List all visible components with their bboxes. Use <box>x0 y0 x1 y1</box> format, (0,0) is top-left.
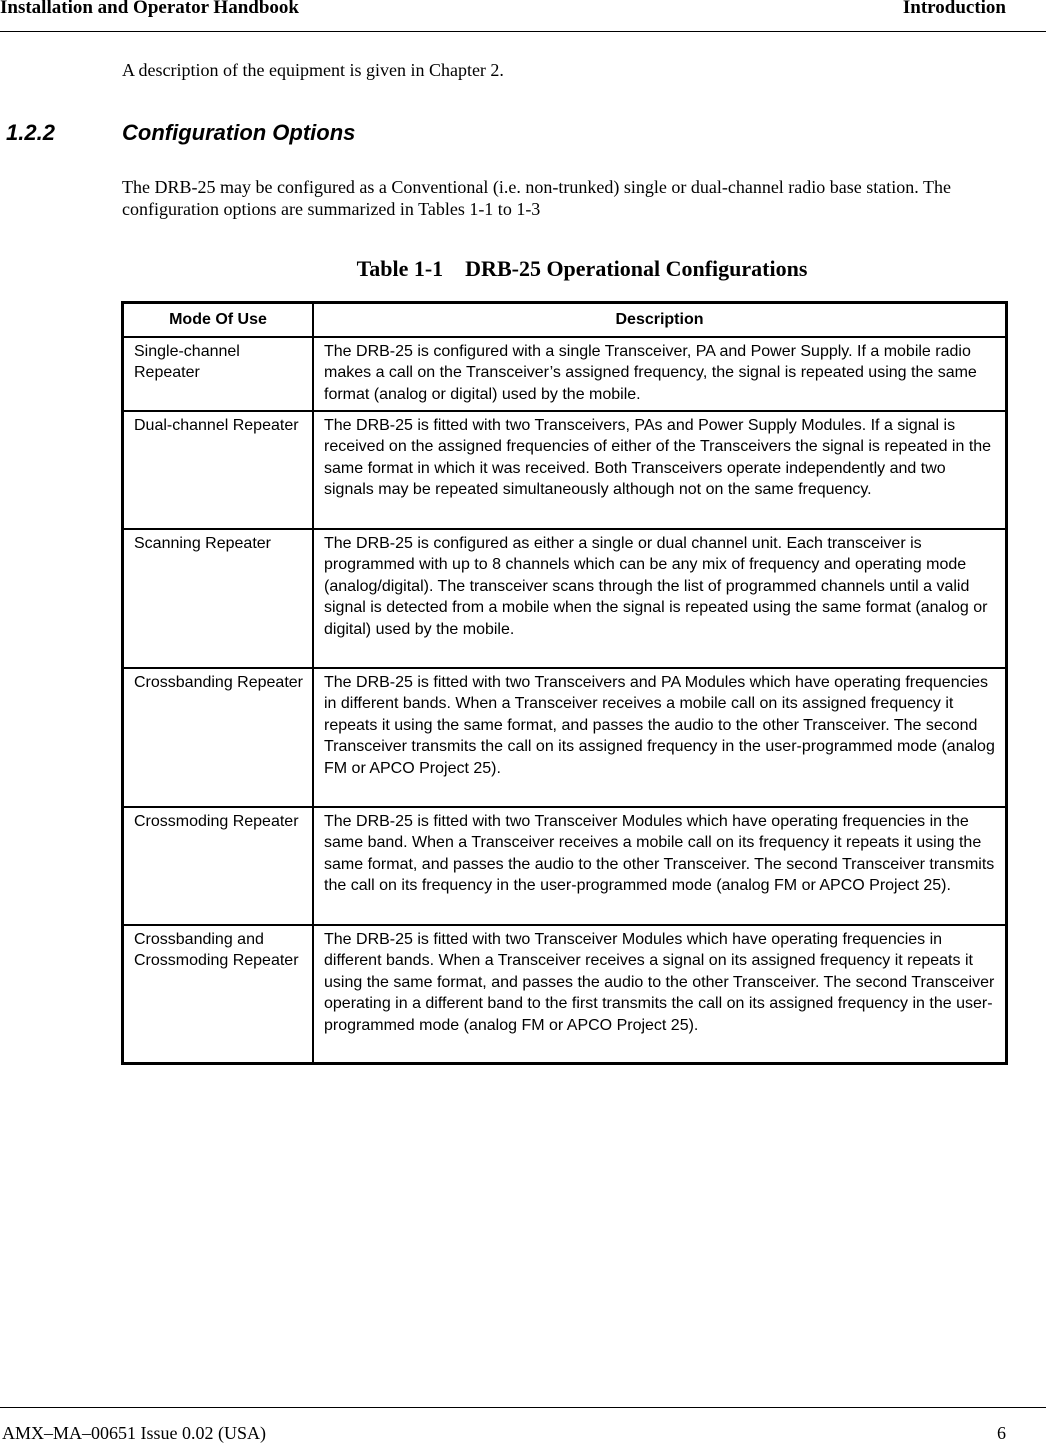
body-paragraph: The DRB-25 may be configured as a Conventional (i.e. non-trunked) single or dual-channel radio base station. The configuration options are summarized in Tables 1-1 to 1-3 <box>122 177 951 219</box>
caption-number: Table 1-1 <box>356 256 444 281</box>
intro-text: A description of the equipment is given in Chapter 2. <box>122 60 504 80</box>
mode-cell: Single-channel Repeater <box>123 337 314 411</box>
mode-cell: Dual-channel Repeater <box>123 411 314 529</box>
mode-cell: Crossmoding Repeater <box>123 807 314 925</box>
page-header <box>0 0 1046 32</box>
description-cell: The DRB-25 is fitted with two Transceiver Modules which have operating frequencies in different bands. When a Transceiver receives a signal on its assigned frequency it repeats it using the same format, and passes the audio to the other Transceiver. The second Transceiver operating in a different band to the first transmits the call on its assigned frequency in the user-programmed mode (analog FM or APCO Project 25). <box>313 925 1007 1064</box>
page-footer <box>0 1407 1046 1443</box>
mode-cell: Crossbanding and Crossmoding Repeater <box>123 925 314 1064</box>
table-row <box>123 668 1007 807</box>
section-heading <box>6 120 355 146</box>
section-number: 1.2.2 <box>6 120 55 145</box>
description-cell: The DRB-25 is fitted with two Transceivers, PAs and Power Supply Modules. If a signal is received on the assigned frequencies of either of the Transceivers the signal is repeated in the same format in which it was received. Both Transceivers operate independently and two signals may be repeated simultaneously although not on the same frequency. <box>313 411 1007 529</box>
description-cell: The DRB-25 is configured with a single Transceiver, PA and Power Supply. If a mobile radio makes a call on the Transceiver’s assigned frequency, the signal is repeated using the same format (analog or digital) used by the mobile. <box>313 337 1007 411</box>
table-row <box>123 807 1007 925</box>
table-row <box>123 529 1007 668</box>
caption-title: DRB-25 Operational Configurations <box>465 256 808 281</box>
section-title: Configuration Options <box>122 120 356 145</box>
table-caption <box>0 256 1046 282</box>
column-header-mode: Mode Of Use <box>123 303 314 337</box>
table-header-row <box>123 303 1007 337</box>
description-cell: The DRB-25 is fitted with two Transceivers and PA Modules which have operating frequencies in different bands. When a Transceiver receives a mobile call on its assigned frequency it repeats it using the same format, and passes the audio to the other Transceiver. The second Transceiver transmits the call on its assigned frequency in the user-programmed mode (analog FM or APCO Project 25). <box>313 668 1007 807</box>
header-section: Introduction <box>902 0 1006 18</box>
table-row <box>123 925 1007 1064</box>
mode-cell: Crossbanding Repeater <box>123 668 314 807</box>
table-row <box>123 411 1007 529</box>
table-row <box>123 337 1007 411</box>
document-id: AMX–MA–00651 Issue 0.02 (USA) <box>2 1423 266 1443</box>
header-title: Installation and Operator Handbook <box>0 0 299 18</box>
description-cell: The DRB-25 is fitted with two Transceiver Modules which have operating frequencies in the same band. When a Transceiver receives a mobile call on its frequency it repeats it using the same format, and passes the audio to the other Transceiver. The second Transceiver transmits the call on its frequency in the user-programmed mode (analog FM or APCO Project 25). <box>313 807 1007 925</box>
configurations-table <box>121 301 1008 1065</box>
mode-cell: Scanning Repeater <box>123 529 314 668</box>
page-number: 6 <box>997 1423 1006 1443</box>
column-header-description: Description <box>313 303 1007 337</box>
description-cell: The DRB-25 is configured as either a single or dual channel unit. Each transceiver is programmed with up to 8 channels which can be any mix of frequency and operating mode (analog/digital). The transceiver scans through the list of programmed channels until a valid signal is detected from a mobile when the signal is repeated using the same format (analog or digital) used by the mobile. <box>313 529 1007 668</box>
